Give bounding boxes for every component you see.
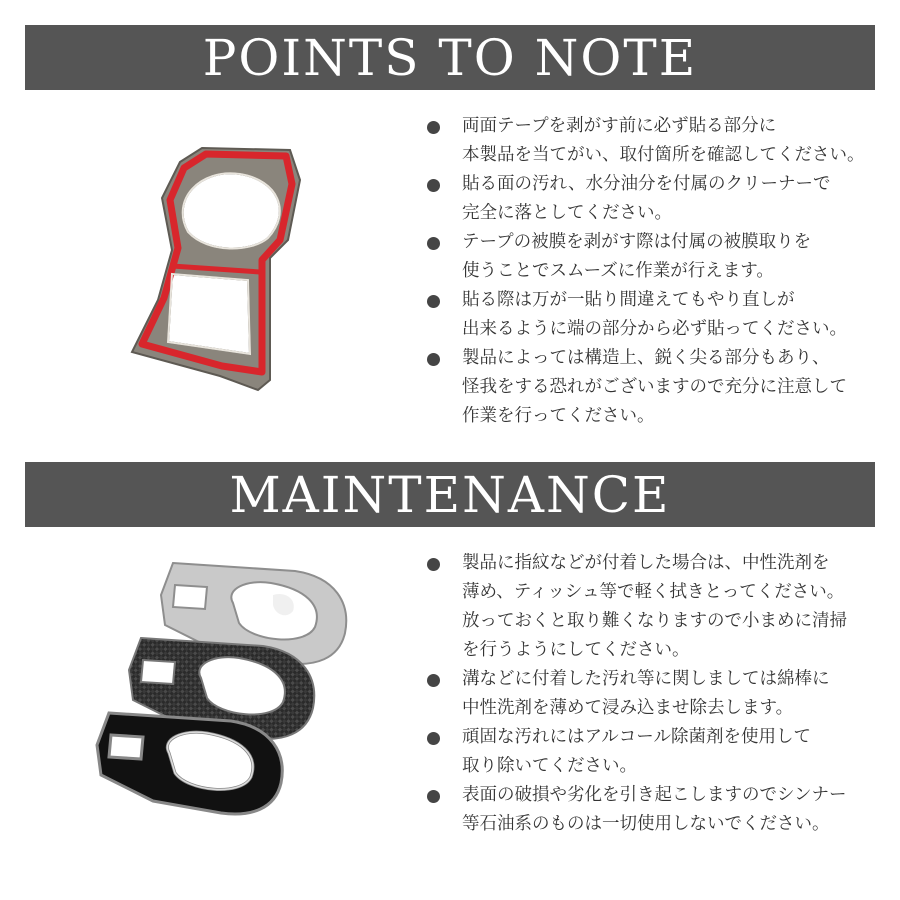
note-line: 出来るように端の部分から必ず貼ってください。 — [462, 319, 847, 339]
note-line: 作業を行ってください。 — [462, 406, 655, 426]
note-item — [427, 286, 892, 344]
maintenance-title: MAINTENANCE — [229, 465, 671, 524]
note-line: 貼る際は万が一貼り間違えてもやり直しが — [462, 290, 795, 310]
note-line: 製品によっては構造上、鋭く尖る部分もあり、 — [462, 348, 830, 368]
note-item — [427, 723, 892, 781]
note-item — [427, 549, 892, 665]
product-image-trim-variants — [85, 555, 360, 825]
note-item — [427, 228, 892, 286]
note-line: 表面の破損や劣化を引き起こしますのでシンナー — [462, 785, 847, 805]
note-line: 本製品を当てがい、取付箇所を確認してください。 — [462, 145, 865, 165]
note-line: 完全に落としてください。 — [462, 203, 672, 223]
points-to-note-banner — [25, 25, 875, 90]
note-line: 怪我をする恐れがございますので充分に注意して — [462, 377, 847, 397]
bullet-icon — [427, 237, 440, 250]
note-line: 製品に指紋などが付着した場合は、中性洗剤を — [462, 553, 830, 573]
bullet-icon — [427, 732, 440, 745]
black-trim — [97, 713, 282, 814]
note-line: 使うことでスムーズに作業が行えます。 — [462, 261, 774, 281]
note-line: 溝などに付着した汚れ等に関しましては綿棒に — [462, 669, 830, 689]
maintenance-banner — [25, 462, 875, 527]
note-line: を行うようにしてください。 — [462, 640, 690, 660]
note-line: 頑固な汚れにはアルコール除菌剤を使用して — [462, 727, 811, 747]
bullet-icon — [427, 674, 440, 687]
bullet-icon — [427, 179, 440, 192]
note-item — [427, 781, 892, 839]
bullet-icon — [427, 121, 440, 134]
note-line: 等石油系のものは一切使用しないでください。 — [462, 814, 830, 834]
note-line: 薄め、ティッシュ等で軽く拭きとってください。 — [462, 582, 845, 602]
points-to-note-list — [427, 112, 892, 431]
bullet-icon — [427, 353, 440, 366]
note-item — [427, 665, 892, 723]
product-image-tape-backed-trim — [120, 140, 320, 400]
bullet-icon — [427, 790, 440, 803]
bullet-icon — [427, 295, 440, 308]
note-item — [427, 344, 892, 431]
maintenance-list — [427, 549, 892, 839]
note-item — [427, 170, 892, 228]
note-item — [427, 112, 892, 170]
note-line: 中性洗剤を薄めて浸み込ませ除去します。 — [462, 698, 794, 718]
note-line: 取り除いてください。 — [462, 756, 637, 776]
bullet-icon — [427, 558, 440, 571]
points-to-note-title: POINTS TO NOTE — [202, 28, 698, 87]
note-line: 両面テープを剥がす前に必ず貼る部分に — [462, 116, 777, 136]
note-line: 貼る面の汚れ、水分油分を付属のクリーナーで — [462, 174, 831, 194]
note-line: テープの被膜を剥がす際は付属の被膜取りを — [462, 232, 812, 252]
note-line: 放っておくと取り難くなりますので小まめに清掃 — [462, 611, 847, 631]
